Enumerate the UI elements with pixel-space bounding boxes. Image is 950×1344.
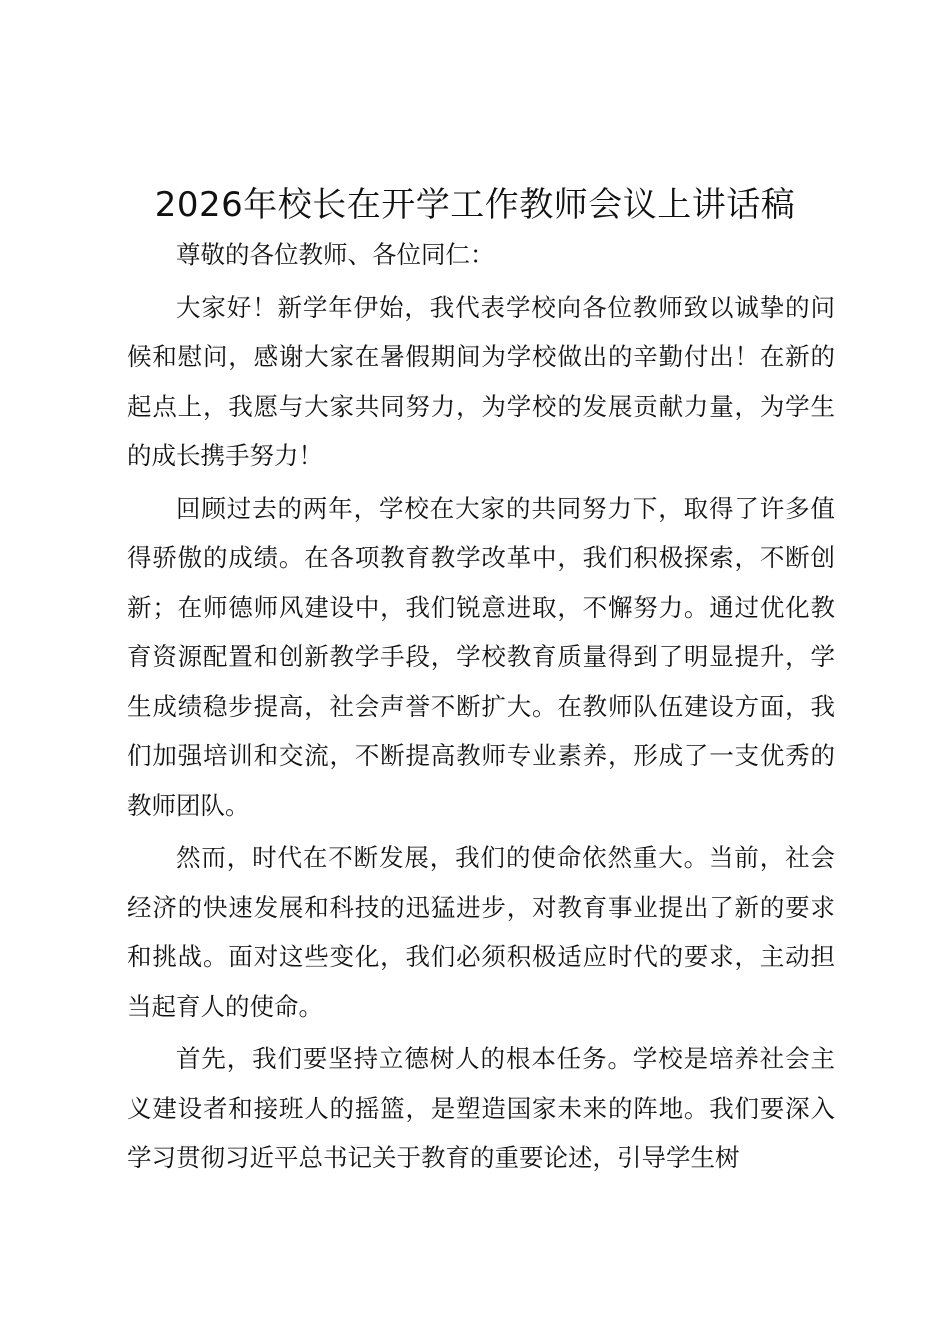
document-title: 2026年校长在开学工作教师会议上讲话稿 <box>154 185 796 225</box>
paragraph-challenges: 然而，时代在不断发展，我们的使命依然重大。当前，社会经济的快速发展和科技的迅猛进步，对教育事业提出了新的要求和挑战。面对这些变化，我们必须积极适应时代的要求，主动担当起育人的使命。 <box>127 843 835 1021</box>
paragraph-greeting: 大家好！新学年伊始，我代表学校向各位教师致以诚挚的问候和慰问，感谢大家在暑假期间为学校做出的辛勤付出！在新的起点上，我愿与大家共同努力，为学校的发展贡献力量，为学生的成长携手努力！ <box>127 292 835 470</box>
paragraph-salutation: 尊敬的各位教师、各位同仁： <box>176 240 495 269</box>
document-body <box>127 230 835 1183</box>
paragraph-first-point: 首先，我们要坚持立德树人的根本任务。学校是培养社会主义建设者和接班人的摇篮，是塑造国家未来的阵地。我们要深入学习贯彻习近平总书记关于教育的重要论述，引导学生树 <box>127 1044 835 1172</box>
paragraph-review: 回顾过去的两年，学校在大家的共同努力下，取得了许多值得骄傲的成绩。在各项教育教学改革中，我们积极探索，不断创新；在师德师风建设中，我们锐意进取，不懈努力。通过优化教育资源配置和创新教学手段，学校教育质量得到了明显提升，学生成绩稳步提高，社会声誉不断扩大。在教师队伍建设方面，我们加强培训和交流，不断提高教师专业素养，形成了一支优秀的教师团队。 <box>127 493 835 820</box>
